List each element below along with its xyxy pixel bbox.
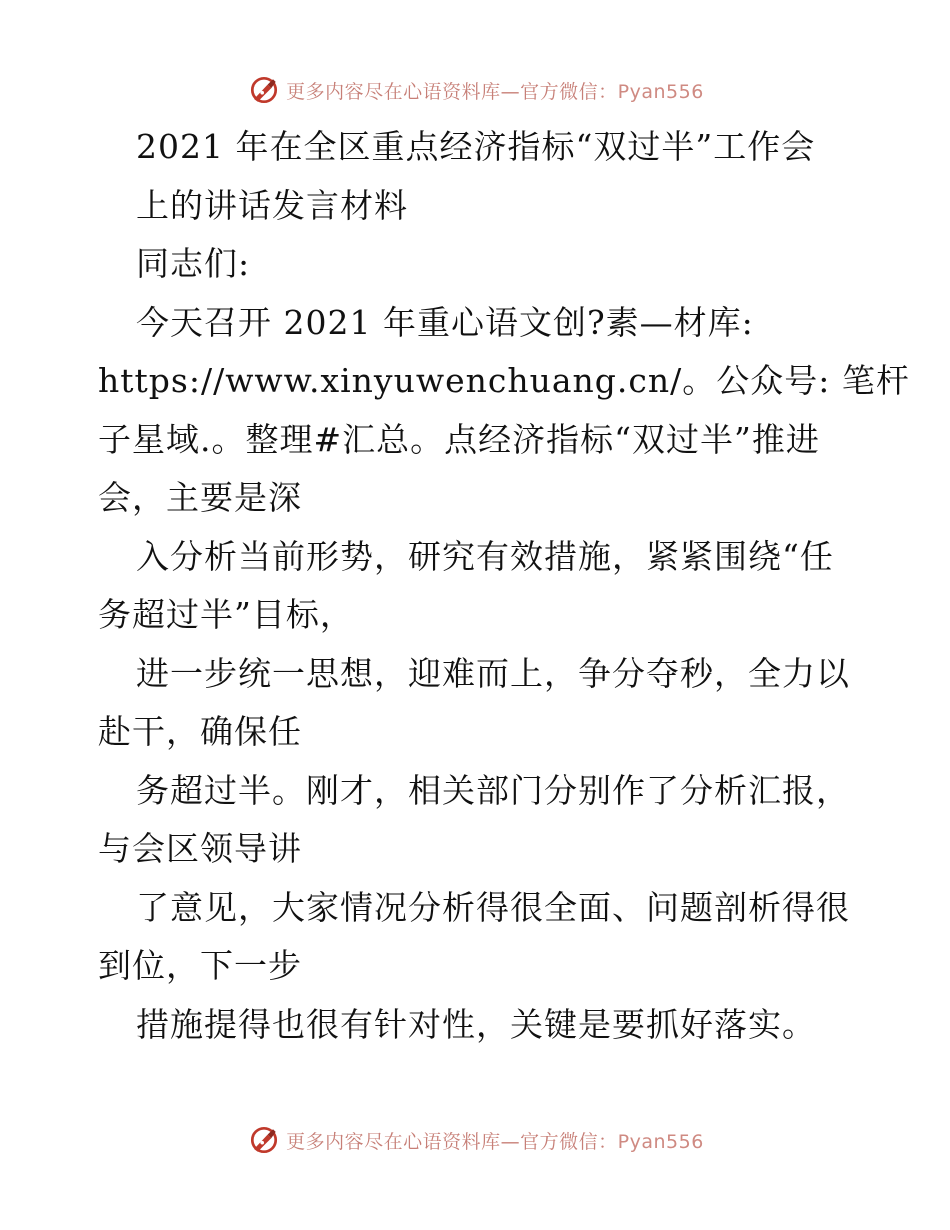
- footer-watermark: [0, 1120, 950, 1160]
- paragraph-line: 今天召开 2021 年重心语文创?素—材库:: [136, 302, 754, 342]
- pen-nib-logo-icon: [246, 1122, 282, 1158]
- header-watermark: [0, 70, 950, 110]
- salutation: 同志们:: [136, 244, 251, 283]
- paragraph-line: 措施提得也很有针对性，关键是要抓好落实。: [136, 1004, 816, 1044]
- paragraph-line: https://www.xinyuwenchuang.cn/。公众号: 笔杆: [98, 361, 910, 400]
- document-body: [98, 118, 910, 1054]
- title-line-1: 2021 年在全区重点经济指标“双过半”工作会: [136, 127, 816, 166]
- watermark-text: 更多内容尽在心语资料库—官方微信：Pyan556: [286, 1130, 704, 1153]
- paragraph-line: 与会区领导讲: [98, 829, 302, 868]
- paragraph-line: 会，主要是深: [98, 478, 302, 517]
- paragraph-line: 进一步统一思想，迎难而上，争分夺秒，全力以: [136, 653, 850, 693]
- paragraph-line: 到位，下一步: [98, 946, 302, 985]
- paragraph-line: 赴干，确保任: [98, 712, 302, 751]
- pen-nib-logo-icon: [246, 72, 282, 108]
- paragraph-line: 务超过半”目标，: [98, 595, 354, 634]
- paragraph-line: 子星域.。整理#汇总。点经济指标“双过半”推进: [98, 419, 820, 459]
- title-line-2: 上的讲话发言材料: [136, 185, 408, 225]
- watermark-text: 更多内容尽在心语资料库—官方微信：Pyan556: [286, 80, 704, 103]
- paragraph-line: 入分析当前形势，研究有效措施，紧紧围绕“任: [136, 536, 834, 576]
- paragraph-line: 了意见，大家情况分析得很全面、问题剖析得很: [136, 887, 850, 927]
- paragraph-line: 务超过半。刚才，相关部门分别作了分析汇报，: [136, 770, 850, 810]
